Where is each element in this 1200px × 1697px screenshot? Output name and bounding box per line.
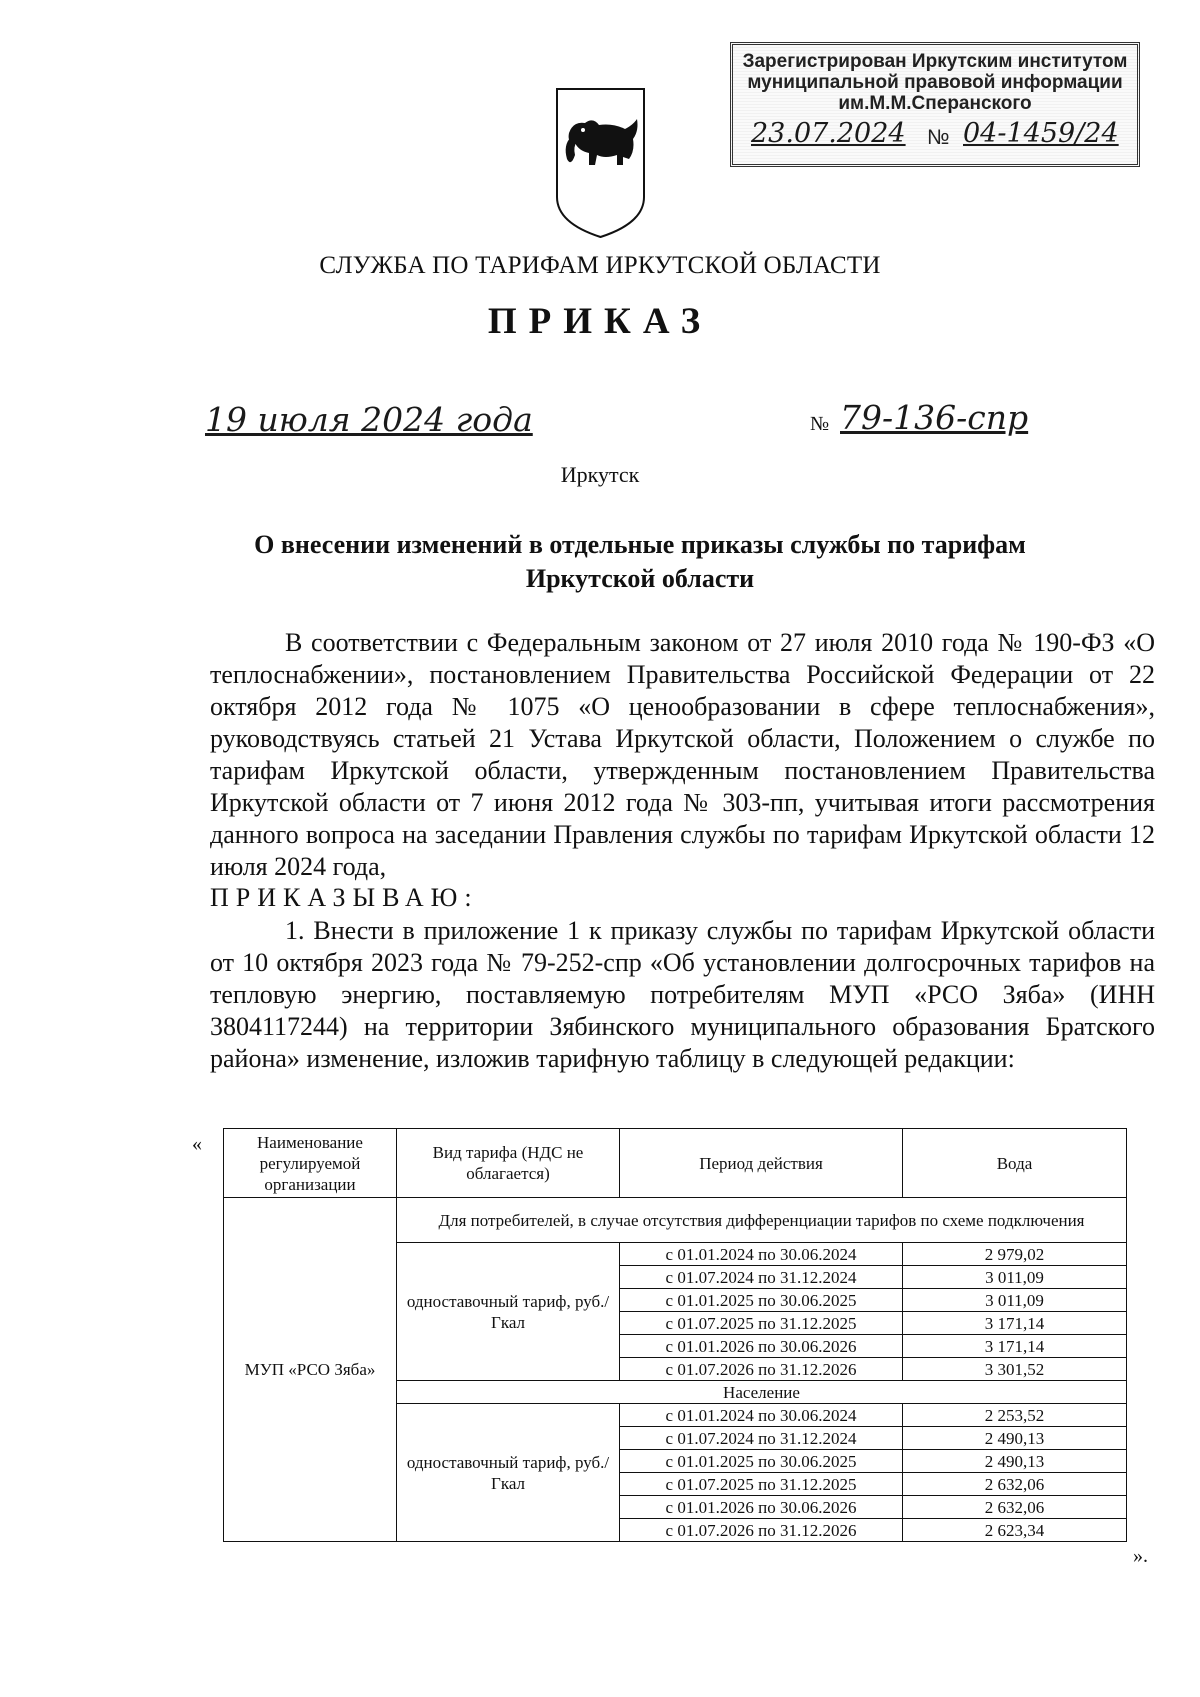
stamp-number-label: №: [927, 126, 950, 149]
period-cell: с 01.07.2024 по 31.12.2024: [620, 1266, 903, 1289]
period-cell: с 01.07.2026 по 31.12.2026: [620, 1519, 903, 1542]
period-cell: с 01.01.2024 по 30.06.2024: [620, 1404, 903, 1427]
group-title-cell: Для потребителей, в случае отсутствия дифференциации тарифов по схеме подключения: [397, 1198, 1127, 1243]
registration-stamp: [730, 42, 1140, 167]
stamp-registration-number: 04-1459/24: [963, 118, 1119, 149]
irkutsk-coat-of-arms-icon: [553, 85, 648, 240]
tariff-type-cell: одноставочный тариф, руб./Гкал: [397, 1404, 620, 1542]
value-cell: 3 171,14: [903, 1335, 1127, 1358]
value-cell: 2 632,06: [903, 1473, 1127, 1496]
stamp-line-1: Зарегистрирован Иркутским институтом: [742, 51, 1128, 72]
agency-name: СЛУЖБА ПО ТАРИФАМ ИРКУТСКОЙ ОБЛАСТИ: [319, 252, 881, 279]
document-title: О внесении изменений в отдельные приказы службы по тарифам Иркутской области: [254, 530, 1026, 593]
value-cell: 2 979,02: [903, 1243, 1127, 1266]
period-cell: с 01.07.2026 по 31.12.2026: [620, 1358, 903, 1381]
period-cell: с 01.07.2025 по 31.12.2025: [620, 1312, 903, 1335]
value-cell: 3 171,14: [903, 1312, 1127, 1335]
period-cell: с 01.01.2025 по 30.06.2025: [620, 1289, 903, 1312]
header-org: Наименование регулируемой организации: [224, 1129, 397, 1198]
city: Иркутск: [560, 462, 640, 487]
value-cell: 3 301,52: [903, 1358, 1127, 1381]
value-cell: 3 011,09: [903, 1289, 1127, 1312]
group-title-cell: Население: [397, 1381, 1127, 1404]
value-cell: 2 490,13: [903, 1450, 1127, 1473]
period-cell: с 01.01.2024 по 30.06.2024: [620, 1243, 903, 1266]
value-cell: 2 632,06: [903, 1496, 1127, 1519]
stamp-line-2: муниципальной правовой информации: [747, 72, 1123, 93]
document-number: 79-136-спр: [840, 398, 1029, 437]
org-name-cell: МУП «РСО Зяба»: [224, 1198, 397, 1542]
orders-word: ПРИКАЗЫВАЮ:: [210, 883, 479, 912]
period-cell: с 01.01.2026 по 30.06.2026: [620, 1335, 903, 1358]
document-number-label: №: [810, 413, 830, 435]
quote-close: ».: [1133, 1545, 1148, 1567]
clause-1-paragraph: 1. Внести в приложение 1 к приказу службы по тарифам Иркутской области от 10 октября 2023 года № 79-252-спр «Об установлении долгосрочных тарифов на тепловую энергию, поставляемую потребителям МУП «РСО Зяба» (ИНН 3804117244) на территории Зябинского муниципального образования Братского района» изменение, изложив тарифную таблицу в следующей редакции:: [210, 916, 1155, 1073]
period-cell: с 01.01.2026 по 30.06.2026: [620, 1496, 903, 1519]
tariff-type-cell: одноставочный тариф, руб./Гкал: [397, 1243, 620, 1381]
period-cell: с 01.07.2024 по 31.12.2024: [620, 1427, 903, 1450]
value-cell: 2 490,13: [903, 1427, 1127, 1450]
stamp-line-3: им.М.М.Сперанского: [838, 93, 1032, 114]
quote-open: «: [192, 1133, 202, 1155]
tariff-table: [223, 1128, 1127, 1542]
value-cell: 2 623,34: [903, 1519, 1127, 1542]
value-cell: 3 011,09: [903, 1266, 1127, 1289]
preamble-paragraph: В соответствии с Федеральным законом от 27 июля 2010 года № 190-ФЗ «О теплоснабжении», постановлением Правительства Российской Федерации от 22 октября 2012 года № 1075 «О ценообразовании в сфере теплоснабжения», руководствуясь статьей 21 Устава Иркутской области, Положением о службе по тарифам Иркутской области, утвержденным постановлением Правительства Иркутской области от 7 июня 2012 года № 303-пп, учитывая итоги рассмотрения данного вопроса на заседании Правления службы по тарифам Иркутской области 12 июля 2024 года,: [210, 628, 1155, 881]
header-tariff: Вид тарифа (НДС не облагается): [397, 1129, 620, 1198]
header-period: Период действия: [620, 1129, 903, 1198]
document-type: ПРИКАЗ: [487, 301, 713, 342]
period-cell: с 01.07.2025 по 31.12.2025: [620, 1473, 903, 1496]
signing-date: 19 июля 2024 года: [205, 400, 533, 439]
table-group-row: [224, 1198, 1127, 1243]
period-cell: с 01.01.2025 по 30.06.2025: [620, 1450, 903, 1473]
table-header-row: [224, 1129, 1127, 1198]
stamp-registration-date: 23.07.2024: [751, 118, 906, 149]
header-value: Вода: [903, 1129, 1127, 1198]
value-cell: 2 253,52: [903, 1404, 1127, 1427]
